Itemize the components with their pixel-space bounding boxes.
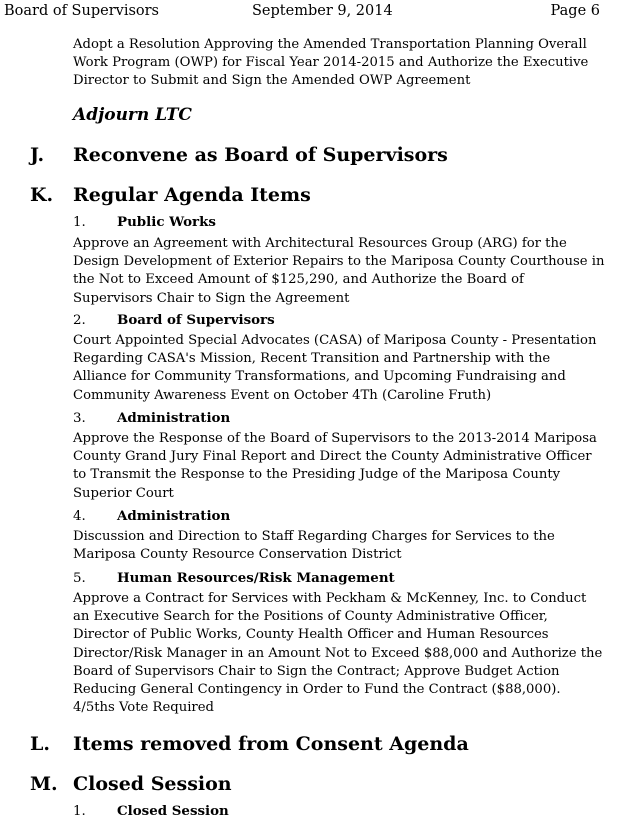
- agenda-item-number: 1.: [73, 215, 86, 230]
- agenda-item-heading: [73, 802, 229, 821]
- section-m-title: Closed Session: [73, 773, 232, 795]
- agenda-item-number: 1.: [73, 804, 86, 819]
- header-board-name: Board of Supervisors: [4, 3, 159, 19]
- section-k-letter: K.: [30, 184, 54, 206]
- agenda-item-text: Approve a Contract for Services with Peckham & McKenney, Inc. to Conduct an Executive Search for the Positions of County Administrative Officer, Director of Public Works, County Health Officer and Human Resources Director/Risk Manager in an Amount Not to Exceed $88,000 and Authorize the Board of Supervisors Chair to Sign the Contract; Approve Budget Action Reducing General Contingency in Order to Fund the Contract ($88,000). 4/5ths Vote Required: [73, 591, 603, 716]
- agenda-item-text: Discussion and Direction to Staff Regarding Charges for Services to the Mariposa County Resource Conservation District: [73, 529, 555, 563]
- agenda-item-number: 3.: [73, 411, 86, 426]
- agenda-item-title: Human Resources/Risk Management: [117, 570, 395, 586]
- agenda-item-number: 5.: [73, 571, 86, 586]
- agenda-item-title: Administration: [117, 410, 231, 426]
- agenda-item-number: 4.: [73, 509, 86, 524]
- agenda-item-title: Administration: [117, 508, 231, 524]
- agenda-item-text: Approve the Response of the Board of Supervisors to the 2013-2014 Mariposa County Grand Jury Final Report and Direct the County Administrative Officer to Transmit the Response to the Presiding Judge of the Mariposa County Superior Court: [73, 431, 597, 501]
- agenda-item-title: Board of Supervisors: [117, 312, 275, 328]
- agenda-item-title: Closed Session: [117, 803, 229, 819]
- agenda-item-text: Approve an Agreement with Architectural Resources Group (ARG) for the Design Development of Exterior Repairs to the Mariposa County Courthouse in the Not to Exceed Amount of $125,290, and Authorize the Board of Supervisors Chair to Sign the Agreement: [73, 236, 605, 306]
- header-date: September 9, 2014: [252, 3, 393, 19]
- intro-paragraph: Adopt a Resolution Approving the Amended Transportation Planning Overall Work Program (OWP) for Fiscal Year 2014-2015 and Authorize the Executive Director to Submit and Sign the Amended OWP Agreement: [73, 37, 589, 89]
- agenda-item-heading: [73, 569, 395, 588]
- section-k-title: Regular Agenda Items: [73, 184, 311, 206]
- section-j-letter: J.: [30, 144, 45, 166]
- header-page-number: Page 6: [550, 3, 600, 19]
- adjourn-ltc-heading: Adjourn LTC: [73, 105, 192, 125]
- page-header: [0, 3, 620, 23]
- section-l-letter: L.: [30, 733, 50, 755]
- agenda-item-heading: [73, 507, 230, 526]
- agenda-item-text: Court Appointed Special Advocates (CASA) of Mariposa County - Presentation Regarding CASA's Mission, Recent Transition and Partnership with the Alliance for Community Transformations, and Upcoming Fundraising and Community Awareness Event on October 4Th (Caroline Fruth): [73, 333, 597, 403]
- agenda-item-heading: [73, 409, 230, 428]
- agenda-item-title: Public Works: [117, 214, 216, 230]
- agenda-item-number: 2.: [73, 313, 86, 328]
- agenda-item-heading: [73, 213, 216, 232]
- agenda-item-heading: [73, 311, 275, 330]
- section-j-title: Reconvene as Board of Supervisors: [73, 144, 448, 166]
- section-l-title: Items removed from Consent Agenda: [73, 733, 469, 755]
- section-m-letter: M.: [30, 773, 58, 795]
